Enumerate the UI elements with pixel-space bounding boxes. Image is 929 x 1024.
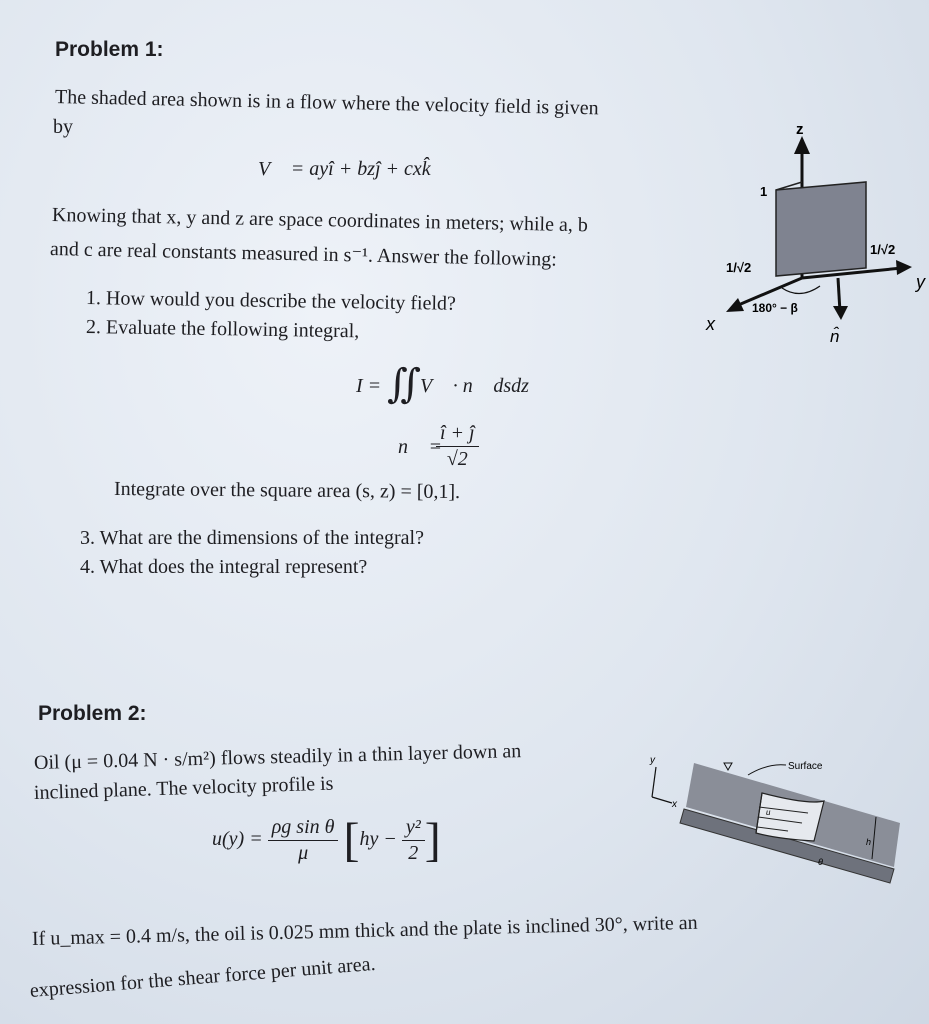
double-integral-sign: ∬ bbox=[387, 361, 422, 406]
profile-lhs: u(y) = bbox=[212, 828, 263, 851]
plate-height-label: 1 bbox=[760, 184, 768, 199]
normal-arrowhead bbox=[833, 306, 848, 320]
y-axis-label: y bbox=[916, 272, 925, 292]
problem1-knowing-line2: and c are real constants measured in s⁻¹. Answer the following: bbox=[49, 238, 558, 271]
inclined-plane-diagram bbox=[638, 745, 910, 890]
surface-label: Surface bbox=[788, 761, 823, 772]
question-1: 1. How would you describe the velocity field? bbox=[85, 287, 457, 315]
profile-inner-denominator: 2 bbox=[408, 842, 419, 864]
coord-x-axis bbox=[652, 797, 672, 803]
coord-y-axis bbox=[652, 767, 656, 797]
plate-left-label: 1/√2 bbox=[726, 260, 752, 275]
problem2-line2: inclined plane. The velocity profile is bbox=[33, 772, 334, 804]
question-2: 2. Evaluate the following integral, bbox=[85, 316, 360, 343]
plate-diagram bbox=[690, 118, 929, 350]
profile-numerator: ρg sin θ bbox=[268, 816, 339, 841]
normal-numerator: î + ĵ bbox=[436, 422, 479, 447]
problem2-final-line2: expression for the shear force per unit area. bbox=[29, 952, 377, 1002]
velocity-profile bbox=[212, 813, 441, 867]
problem1-intro-line2: by bbox=[53, 116, 73, 138]
problem2-heading: Problem 2: bbox=[38, 702, 147, 725]
profile-inner-numerator: y² bbox=[402, 816, 425, 841]
coord-x-label: x bbox=[672, 799, 677, 810]
coord-y-label: y bbox=[650, 755, 655, 766]
normal-label: n̂ bbox=[830, 327, 840, 346]
problem2-final-line1: If u_max = 0.4 m/s, the oil is 0.025 mm thick and the plate is inclined 30°, write an bbox=[31, 911, 698, 950]
integrate-instruction: Integrate over the square area (s, z) = [0,1]. bbox=[113, 478, 461, 504]
profile-term: hy − bbox=[359, 828, 397, 851]
integral-lhs: I = bbox=[356, 375, 382, 397]
z-axis-arrowhead bbox=[794, 136, 810, 154]
plate-right-label: 1/√2 bbox=[870, 242, 896, 257]
x-axis-label: x bbox=[706, 314, 715, 334]
problem2-line1: Oil (μ = 0.04 N · s/m²) flows steadily in a thin layer down an bbox=[33, 740, 522, 774]
z-axis-label: z bbox=[796, 121, 804, 138]
shaded-plate bbox=[776, 182, 866, 276]
problem1-knowing-line1: Knowing that x, y and z are space coordinates in meters; while a, b bbox=[51, 204, 589, 237]
thickness-label: h bbox=[866, 837, 872, 847]
problem1-intro-line1: The shaded area shown is in a flow where the velocity field is given bbox=[54, 86, 599, 120]
question-4: 4. What does the integral represent? bbox=[80, 556, 368, 578]
integral-body: V⃗ · n⃗ dsdz bbox=[420, 375, 529, 397]
profile-bracket-left: [ bbox=[343, 813, 360, 867]
normal-fraction bbox=[436, 422, 479, 471]
problem1-heading: Problem 1: bbox=[55, 38, 164, 61]
free-surface-marker bbox=[724, 763, 732, 770]
profile-u-label: u bbox=[766, 808, 771, 817]
profile-denominator: μ bbox=[298, 842, 309, 864]
question-3: 3. What are the dimensions of the integral? bbox=[80, 527, 424, 549]
velocity-equation: V⃗ = ayî + bzĵ + cxk̂ bbox=[258, 158, 431, 180]
normal-denominator: √2 bbox=[446, 448, 468, 470]
normal-lhs: n⃗ = bbox=[398, 436, 443, 458]
profile-bracket-right: ] bbox=[424, 813, 441, 867]
y-axis-arrowhead bbox=[896, 260, 912, 275]
surface-leader-line bbox=[748, 765, 786, 775]
angle-theta-label: θ bbox=[818, 857, 823, 867]
angle-arc bbox=[782, 286, 820, 294]
angle-label: 180° − β bbox=[752, 301, 798, 315]
